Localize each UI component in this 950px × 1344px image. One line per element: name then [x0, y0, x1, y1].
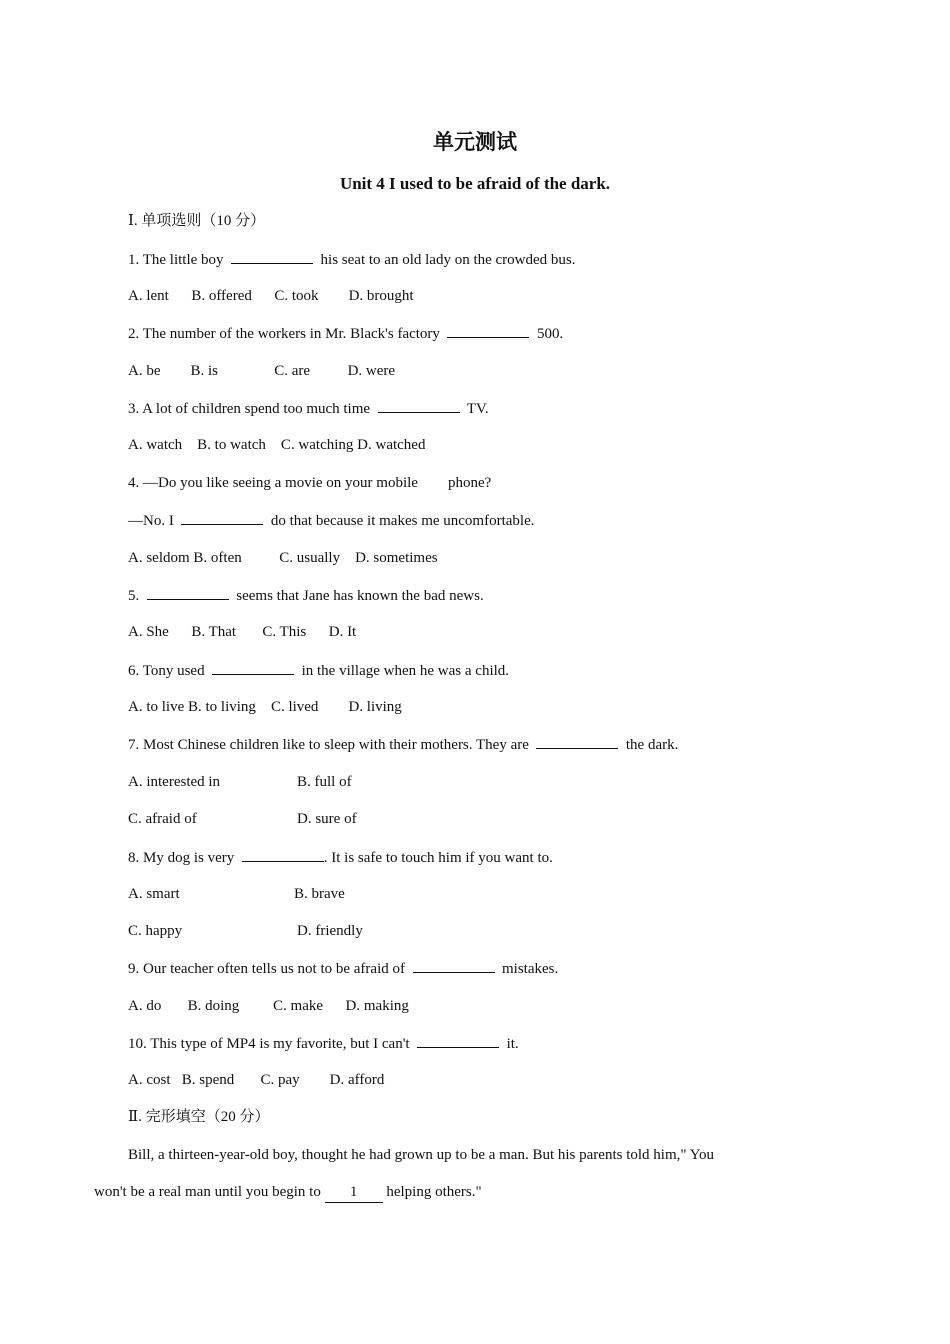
options-8c: C. happy	[128, 923, 183, 939]
question-2: 2. The number of the workers in Mr. Black's factory 500.	[128, 323, 563, 344]
options-8d: D. friendly	[297, 923, 363, 939]
options-9: A. do B. doing C. make D. making	[128, 998, 409, 1014]
unit-subtitle: Unit 4 I used to be afraid of the dark.	[339, 174, 611, 193]
options-6: A. to live B. to living C. lived D. living	[128, 699, 402, 715]
question-4: 4. —Do you like seeing a movie on your mobile phone?	[128, 475, 492, 491]
question-5: 5. seems that Jane has known the bad news.	[128, 585, 484, 606]
answer-blank	[181, 510, 263, 525]
question-6: 6. Tony used in the village when he was a child.	[128, 660, 509, 681]
page-title: 单元测试	[433, 130, 517, 154]
cloze-line-2: won't be a real man until you begin to 1 helping others."	[94, 1182, 810, 1203]
answer-blank	[212, 660, 294, 675]
answer-blank	[413, 958, 495, 973]
answer-blank	[147, 585, 229, 600]
options-8a: A. smart	[128, 886, 180, 902]
answer-blank	[417, 1033, 499, 1048]
options-7a: A. interested in	[128, 774, 221, 790]
question-3: 3. A lot of children spend too much time TV.	[128, 398, 489, 419]
options-5: A. She B. That C. This D. It	[128, 624, 357, 640]
answer-blank	[536, 734, 618, 749]
options-7c: C. afraid of	[128, 811, 197, 827]
options-3: A. watch B. to watch C. watching D. watched	[128, 437, 426, 453]
cloze-passage	[94, 1145, 810, 1203]
options-10: A. cost B. spend C. pay D. afford	[128, 1072, 385, 1088]
options-8b: B. brave	[294, 886, 345, 902]
options-1: A. lent B. offered C. took D. brought	[128, 288, 414, 304]
question-9: 9. Our teacher often tells us not to be afraid of mistakes.	[128, 958, 558, 979]
question-7: 7. Most Chinese children like to sleep with their mothers. They are the dark.	[128, 734, 678, 755]
answer-blank	[231, 249, 313, 264]
options-7b: B. full of	[297, 774, 352, 790]
question-8: 8. My dog is very . It is safe to touch him if you want to.	[128, 847, 553, 868]
question-10: 10. This type of MP4 is my favorite, but I can't it.	[128, 1033, 519, 1054]
cloze-line-1: Bill, a thirteen-year-old boy, thought he had grown up to be a man. But his parents told him," You	[128, 1147, 715, 1163]
section-heading-cloze: Ⅱ. 完形填空（20 分）	[128, 1109, 270, 1125]
answer-blank	[378, 398, 460, 413]
cloze-blank-1: 1	[325, 1182, 383, 1203]
options-2: A. be B. is C. are D. were	[128, 363, 396, 379]
options-7d: D. sure of	[297, 811, 357, 827]
question-1: 1. The little boy his seat to an old lady on the crowded bus.	[128, 249, 576, 270]
section-heading-multiple-choice: Ⅰ. 单项选则（10 分）	[128, 213, 266, 229]
answer-blank	[447, 323, 529, 338]
answer-blank	[242, 847, 324, 862]
options-4: A. seldom B. often C. usually D. sometimes	[128, 550, 438, 566]
question-4-reply: —No. I do that because it makes me uncomfortable.	[128, 510, 535, 531]
